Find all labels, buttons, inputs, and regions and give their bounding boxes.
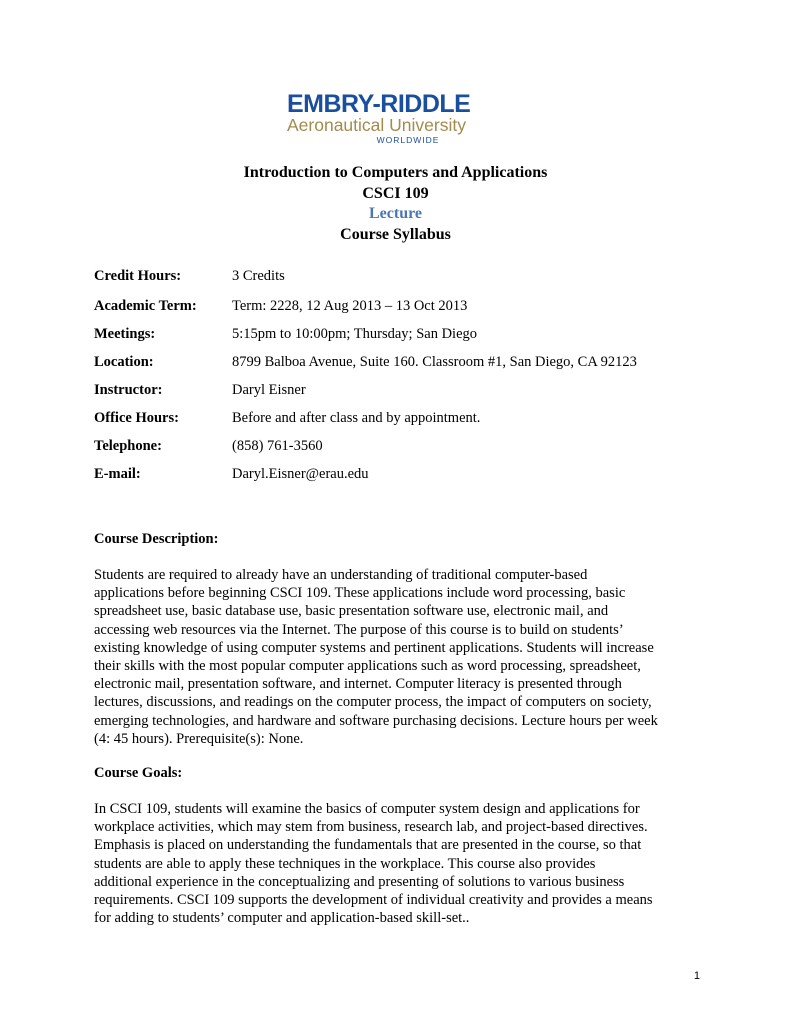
detail-label: Instructor: xyxy=(94,382,163,398)
course-goals-heading: Course Goals: xyxy=(94,765,183,781)
course-code: CSCI 109 xyxy=(362,184,429,202)
course-name: Introduction to Computers and Applications xyxy=(243,164,548,181)
logo-brand: EMBRY-RIDDLE xyxy=(287,90,471,118)
logo-tagline: WORLDWIDE xyxy=(376,135,440,145)
detail-label: Credit Hours: xyxy=(94,268,182,284)
document-title: Course Syllabus xyxy=(340,225,451,243)
logo-subtitle: Aeronautical University xyxy=(287,115,466,135)
title-block xyxy=(0,163,791,245)
course-goals-text: In CSCI 109, students will examine the basics of computer system design and applications for workplace activities, which may stem from business, research lab, and project-based directives. Emphasis is placed on understanding the fundamentals that are presented in the course, so that students are able to apply these techniques in the workplace. This course also provides additional experience in the conceptualizing and presenting of solutions to various business requirements. CSCI 109 supports the development of individual creativity and provides a means for adding to students’ computer and application-based skill-set.. xyxy=(94,801,653,927)
detail-value: Daryl Eisner xyxy=(232,382,306,398)
detail-value: (858) 761-3560 xyxy=(232,438,323,454)
course-format: Lecture xyxy=(368,205,422,222)
detail-value: Term: 2228, 12 Aug 2013 – 13 Oct 2013 xyxy=(232,298,468,314)
page-number: 1 xyxy=(693,970,700,982)
email-link[interactable]: Daryl.Eisner@erau.edu xyxy=(232,466,369,482)
detail-label: E-mail: xyxy=(94,466,141,482)
university-logo xyxy=(287,91,509,147)
detail-value: 3 Credits xyxy=(232,268,285,284)
detail-label: Office Hours: xyxy=(94,410,179,426)
detail-value: 5:15pm to 10:00pm; Thursday; San Diego xyxy=(232,326,478,342)
detail-label: Meetings: xyxy=(94,326,156,342)
detail-label: Location: xyxy=(94,354,154,370)
detail-value: 8799 Balboa Avenue, Suite 160. Classroom #1, San Diego, CA 92123 xyxy=(232,354,637,370)
course-description-heading: Course Description: xyxy=(94,531,219,547)
detail-value: Before and after class and by appointment. xyxy=(232,410,481,426)
detail-label: Telephone: xyxy=(94,438,162,454)
course-description-text: Students are required to already have an understanding of traditional computer-based applications before beginning CSCI 109. These applications include word processing, basic spreadsheet use, basic database use, basic presentation software use, electronic mail, and accessing web resources via the Internet. The purpose of this course is to build on students’ existing knowledge of using computer systems and pertinent applications. Students will increase their skills with the most popular computer applications such as word processing, spreadsheet, electronic mail, presentation software, and internet. Computer literacy is presented through lectures, discussions, and readings on the computer process, the impact of computers on society, emerging technologies, and hardware and software purchasing decisions. Lecture hours per week (4: 45 hours). Prerequisite(s): None. xyxy=(94,567,658,747)
detail-label: Academic Term: xyxy=(94,298,197,314)
